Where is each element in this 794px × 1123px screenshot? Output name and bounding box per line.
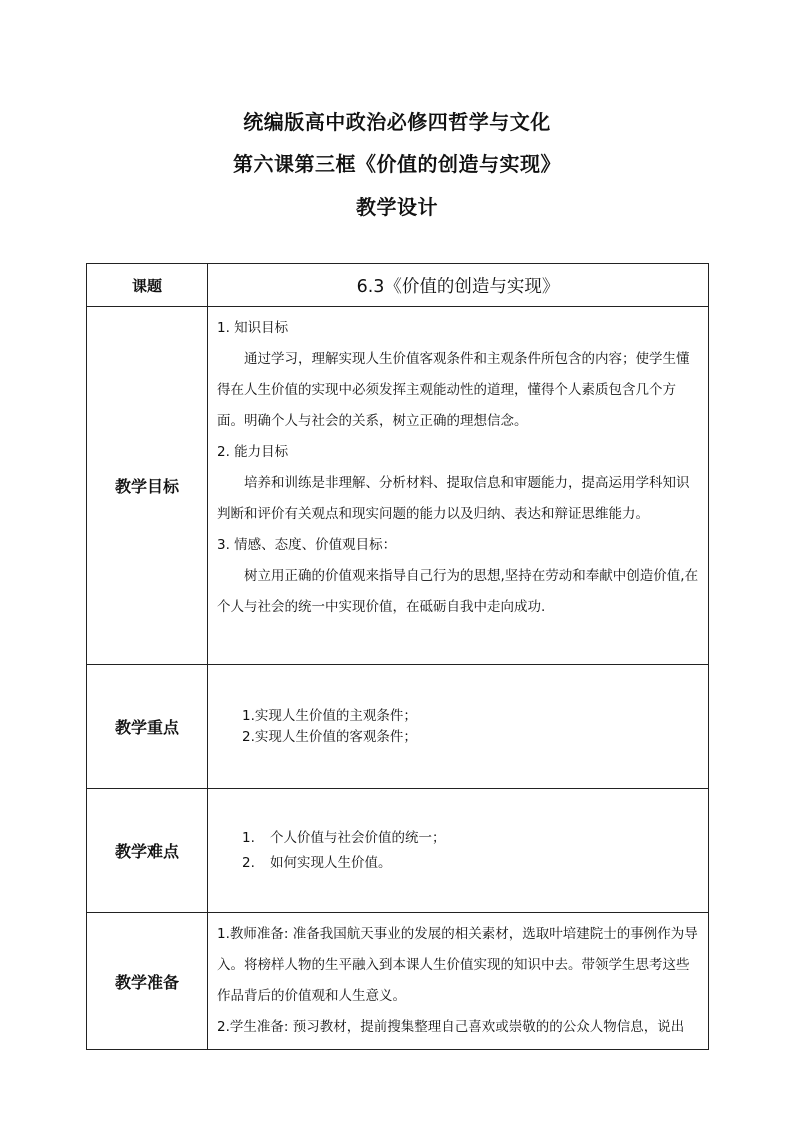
preparation-label: 教学准备 [87, 913, 208, 1050]
values-heading: 3. 情感、态度、价值观目标： [217, 537, 397, 553]
objectives-content [208, 307, 709, 665]
difficulty-number: 2. [242, 854, 255, 871]
difficulty-item [242, 851, 708, 876]
difficulties-label: 教学难点 [87, 789, 208, 913]
objectives-label: 教学目标 [87, 307, 208, 665]
objectives-row [87, 307, 709, 665]
ability-text: 培养和训练是非理解、分析材料、提取信息和审题能力，提高运用学科知识判断和评价有关观点和现实问题的能力以及归纳、表达和辩证思维能力。 [217, 475, 690, 522]
difficulties-content [208, 789, 709, 913]
teacher-preparation: 1.教师准备: 准备我国航天事业的发展的相关素材，选取叶培建院士的事例作为导入。将榜样人物的生平融入到本课人生价值实现的知识中去。带领学生思考这些作品背后的价值观和人生意义。 [217, 926, 698, 1004]
key-point-item: 1.实现人生价值的主观条件； [242, 707, 417, 724]
preparation-content [208, 913, 709, 1050]
knowledge-heading: 1. 知识目标 [217, 320, 289, 336]
difficulty-text: 如何实现人生价值。 [270, 854, 392, 871]
ability-heading: 2. 能力目标 [217, 444, 289, 460]
topic-row [87, 264, 709, 307]
student-preparation: 2.学生准备: 预习教材，提前搜集整理自己喜欢或崇敬的的公众人物信息，说出 [217, 1019, 685, 1035]
key-points-content [208, 665, 709, 789]
preparation-row [87, 913, 709, 1050]
knowledge-text: 通过学习，理解实现人生价值客观条件和主观条件所包含的内容；使学生懂得在人生价值的实现中必须发挥主观能动性的道理，懂得个人素质包含几个方面。明确个人与社会的关系，树立正确的理想信念。 [217, 351, 690, 429]
key-points-row [87, 665, 709, 789]
topic-label: 课题 [87, 264, 208, 307]
difficulty-item [242, 826, 708, 851]
document-subtitle: 教学设计 [356, 195, 438, 219]
key-points-label: 教学重点 [87, 665, 208, 789]
lesson-plan-table [86, 263, 709, 1050]
difficulties-row [87, 789, 709, 913]
values-text: 树立用正确的价值观来指导自己行为的思想,坚持在劳动和奉献中创造价值,在个人与社会的统一中实现价值，在砥砺自我中走向成功. [217, 568, 699, 615]
difficulty-text: 个人价值与社会价值的统一； [270, 829, 446, 846]
key-point-item: 2.实现人生价值的客观条件； [242, 728, 417, 745]
topic-value: 6.3《价值的创造与实现》 [208, 264, 709, 307]
lesson-title: 第六课第三框《价值的创造与实现》 [233, 152, 561, 176]
difficulty-number: 1. [242, 829, 255, 846]
document-title: 统编版高中政治必修四哲学与文化 [243, 110, 551, 134]
